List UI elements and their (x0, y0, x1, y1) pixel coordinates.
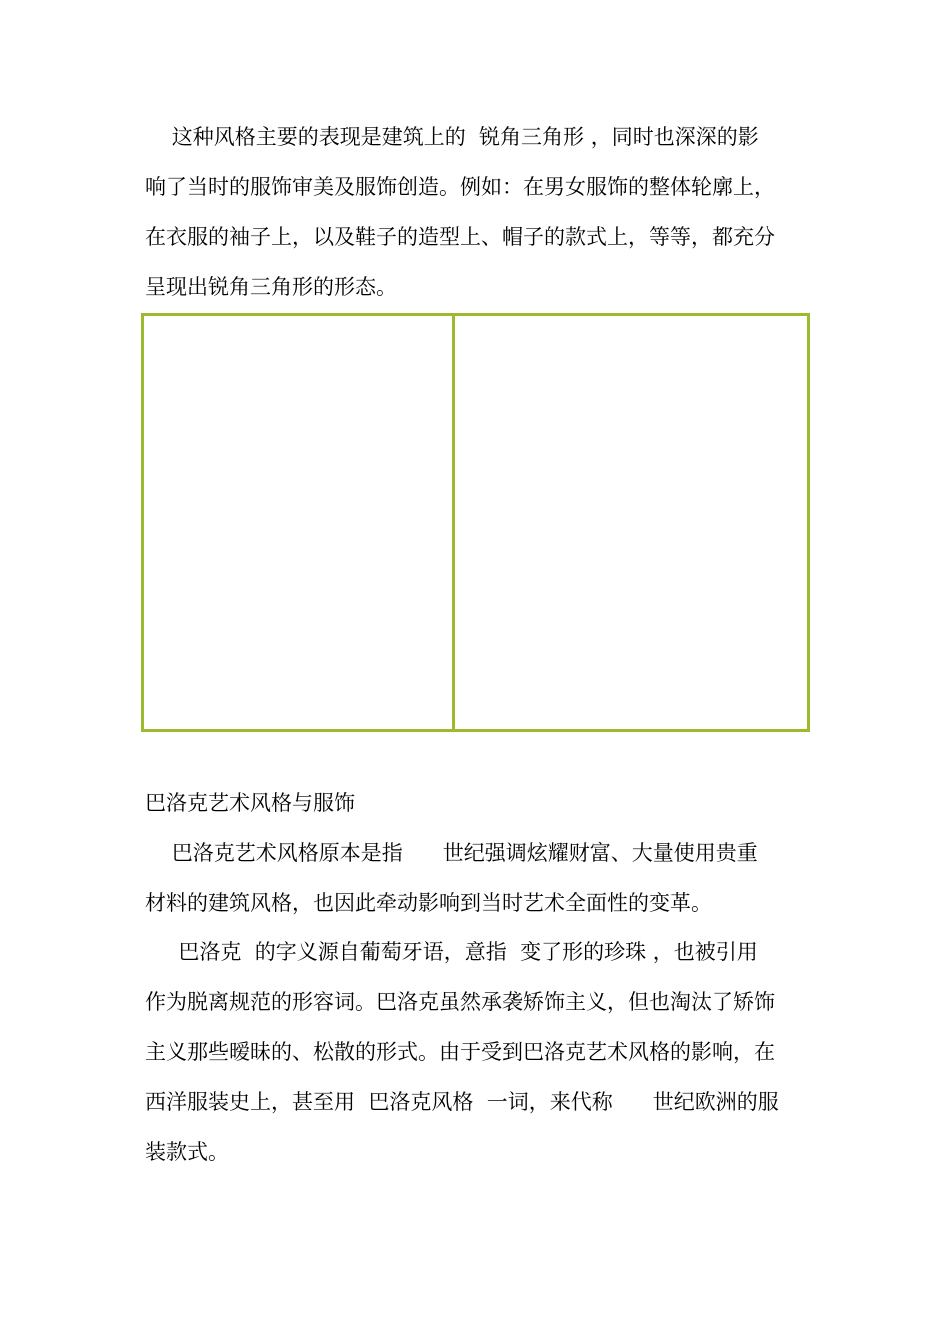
section-heading: 巴洛克艺术风格与服饰 (145, 791, 355, 815)
paragraph1-line-1: 这种风格主要的表现是建筑上的 锐角三角形 ，同时也深深的影 (145, 125, 759, 149)
image-table (141, 313, 810, 732)
image-cell-right (455, 316, 807, 729)
image-cell-left (144, 316, 455, 729)
paragraph1-line-4: 呈现出锐角三角形的形态。 (145, 275, 397, 299)
paragraph3-line-4: 西洋服装史上，甚至用 巴洛克风格 一词，来代称 世纪欧洲的服 (145, 1090, 779, 1114)
paragraph2-line-2: 材料的建筑风格，也因此牵动影响到当时艺术全面性的变革。 (145, 891, 712, 915)
paragraph1-line-3: 在衣服的袖子上，以及鞋子的造型上、帽子的款式上，等等，都充分 (145, 225, 775, 249)
paragraph3-line-1: 巴洛克 的字义源自葡萄牙语，意指 变了形的珍珠 ，也被引用 (145, 940, 758, 964)
paragraph2-line-1: 巴洛克艺术风格原本是指 世纪强调炫耀财富、大量使用贵重 (145, 841, 758, 865)
paragraph3-line-2: 作为脱离规范的形容词。巴洛克虽然承袭矫饰主义，但也淘汰了矫饰 (145, 990, 775, 1014)
paragraph3-line-3: 主义那些暧昧的、松散的形式。由于受到巴洛克艺术风格的影响，在 (145, 1040, 775, 1064)
paragraph3-line-5: 装款式。 (145, 1140, 229, 1164)
paragraph1-line-2: 响了当时的服饰审美及服饰创造。例如：在男女服饰的整体轮廓上， (145, 175, 775, 199)
